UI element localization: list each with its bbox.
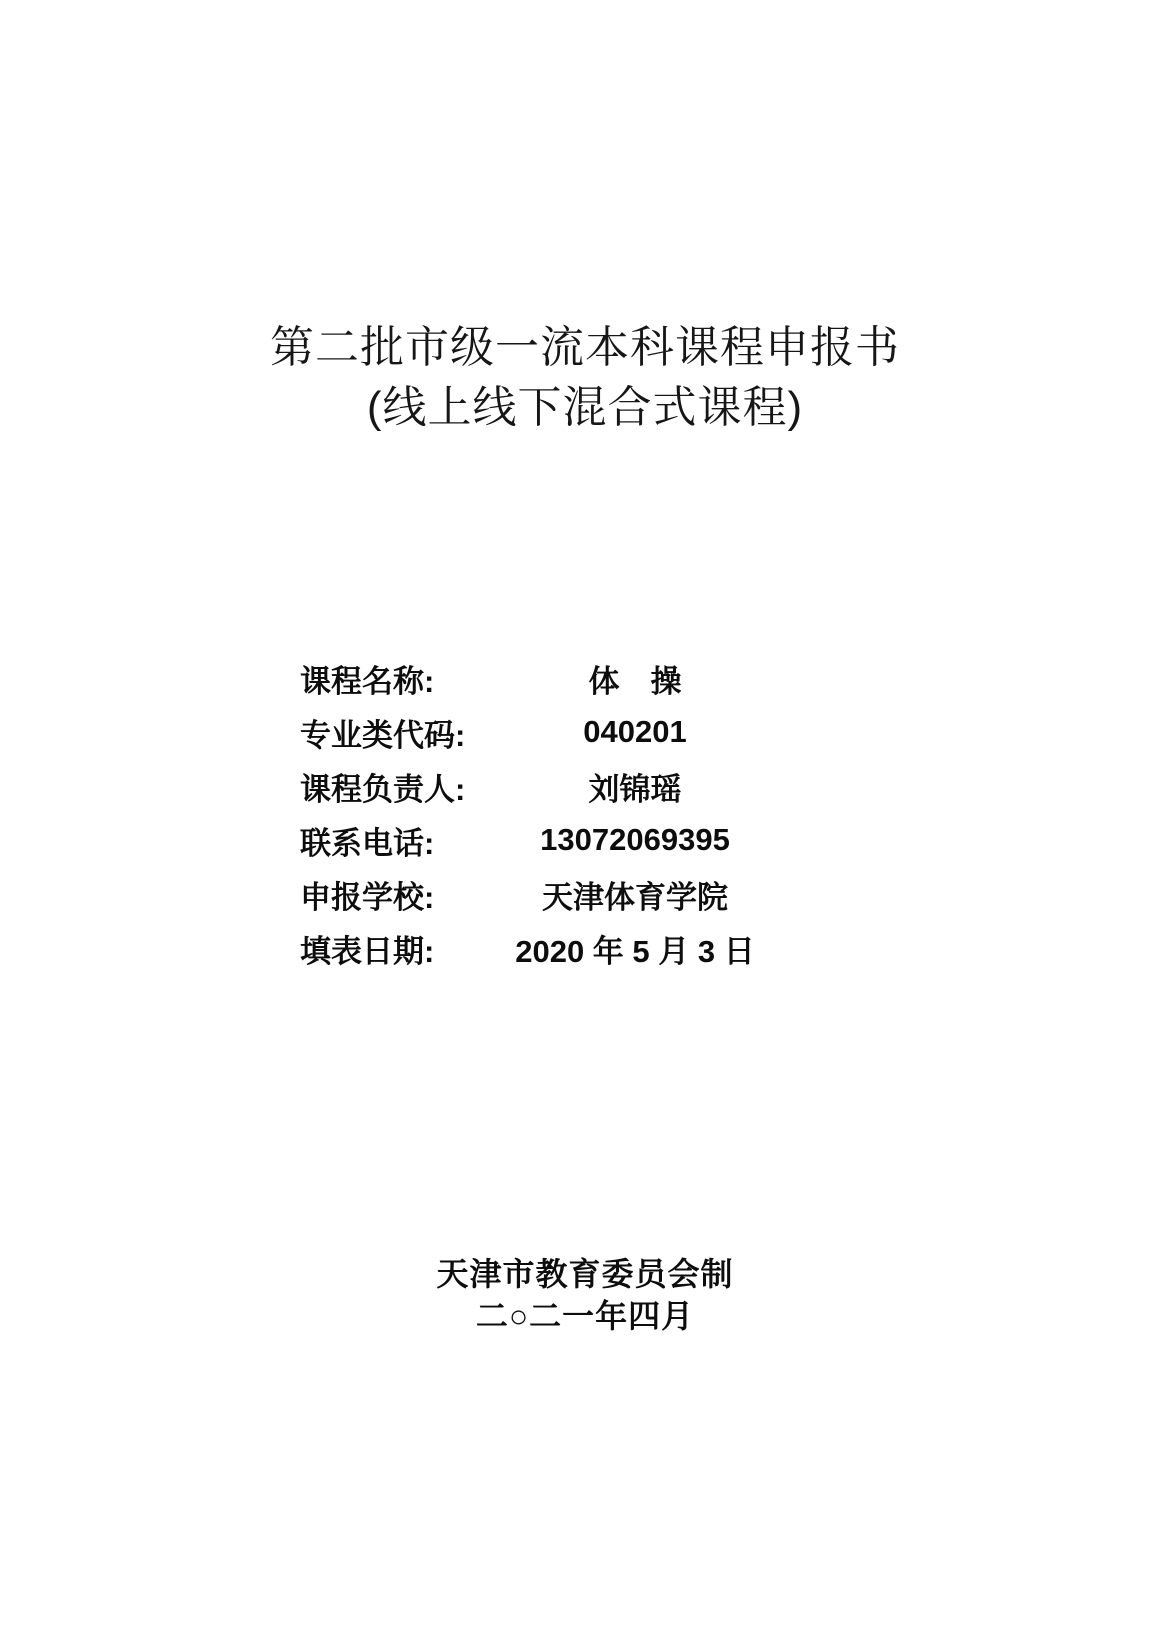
date-value: 2020 年 5 月 3 日: [515, 933, 755, 969]
major-code-value: 040201: [583, 714, 687, 749]
date-label: 填表日期:: [300, 933, 435, 969]
school-value: 天津体育学院: [542, 879, 728, 915]
field-row-school: [300, 867, 785, 921]
course-leader-label: 课程负责人:: [300, 771, 466, 807]
document-title-line2: (线上线下混合式课程): [366, 383, 804, 432]
phone-value: 13072069395: [540, 822, 730, 857]
issuing-authority: 天津市教育委员会制: [436, 1256, 734, 1292]
document-title: [0, 318, 1170, 438]
phone-label: 联系电话:: [300, 825, 435, 861]
field-row-course-name: [300, 651, 785, 705]
field-row-phone: [300, 813, 785, 867]
field-row-date: [300, 921, 785, 975]
issue-date: 二○二一年四月: [475, 1298, 695, 1334]
school-label: 申报学校:: [300, 879, 435, 915]
field-row-major-code: [300, 705, 785, 759]
course-leader-value: 刘锦瑶: [588, 771, 682, 807]
course-name-label: 课程名称:: [300, 663, 435, 699]
field-list: [300, 651, 785, 975]
document-title-line1: 第二批市级一流本科课程申报书: [270, 323, 900, 372]
document-footer: [0, 1253, 1170, 1337]
course-name-value: 体 操: [588, 663, 682, 699]
major-code-label: 专业类代码:: [300, 717, 466, 753]
field-row-course-leader: [300, 759, 785, 813]
